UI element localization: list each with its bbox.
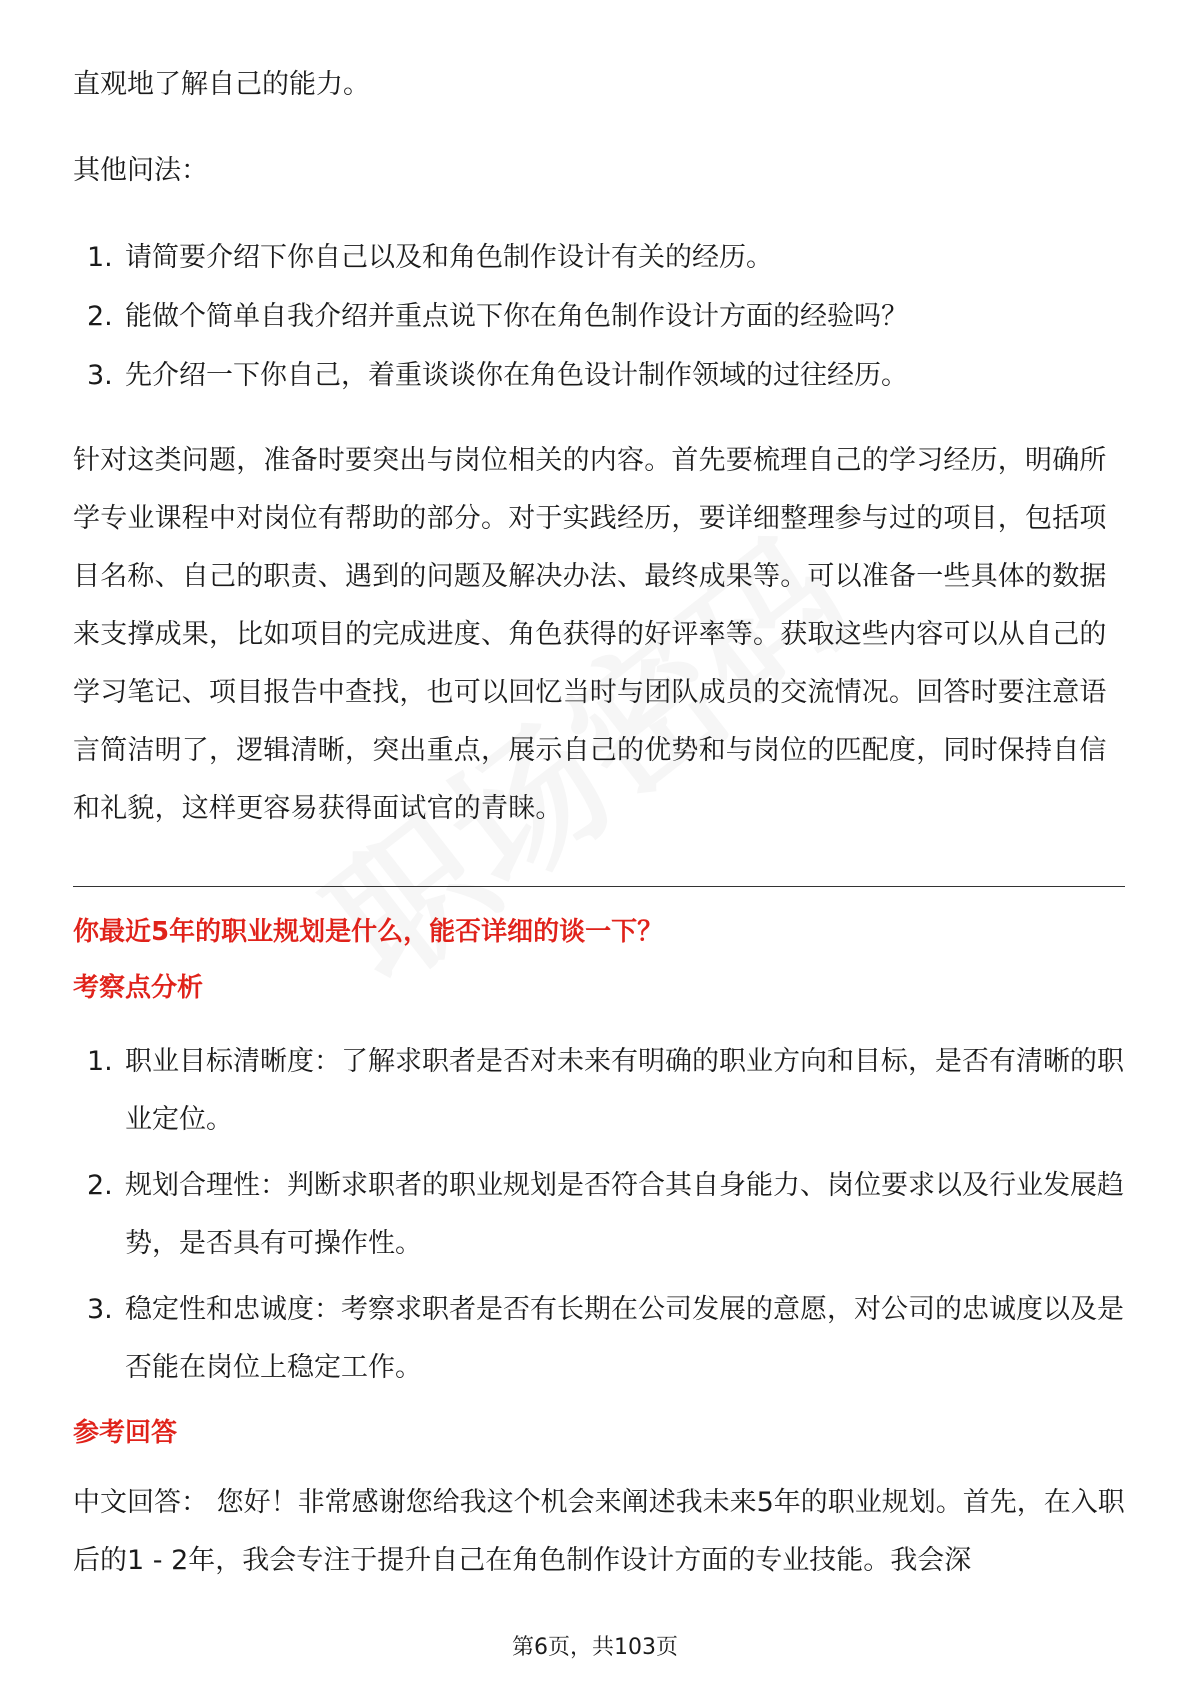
section-divider	[73, 886, 1125, 887]
analysis-title: 考察点分析	[73, 973, 204, 1003]
list-number: 3.	[87, 1294, 113, 1325]
answer-paragraph: 中文回答： 您好！非常感谢您给我这个机会来阐述我未来5年的职业规划。首先，在入职后的1 - 2年，我会专注于提升自己在角色制作设计方面的专业技能。我会深	[73, 1487, 1125, 1576]
question-title: 你最近5年的职业规划是什么，能否详细的谈一下？	[73, 917, 664, 947]
list-item	[73, 1157, 1125, 1273]
list-item	[73, 1033, 1125, 1149]
list-item-text: 请简要介绍下你自己以及和角色制作设计有关的经历。	[125, 242, 773, 273]
list-number: 3.	[87, 360, 113, 391]
list-number: 1.	[87, 242, 113, 273]
analysis-points-list	[73, 1033, 1125, 1397]
other-questions-label: 其他问法：	[73, 155, 208, 186]
reference-answer-title: 参考回答	[73, 1418, 178, 1448]
list-item-text: 能做个简单自我介绍并重点说下你在角色制作设计方面的经验吗？	[125, 301, 908, 332]
list-item	[73, 1281, 1125, 1397]
list-item-text: 职业目标清晰度：了解求职者是否对未来有明确的职业方向和目标，是否有清晰的职业定位。	[125, 1046, 1124, 1135]
list-number: 1.	[87, 1046, 113, 1077]
list-item	[73, 288, 1125, 347]
page-footer: 第6页，共103页	[512, 1635, 678, 1660]
list-number: 2.	[87, 301, 113, 332]
list-item-text: 先介绍一下你自己，着重谈谈你在角色设计制作领域的过往经历。	[125, 360, 908, 391]
list-item	[73, 229, 1125, 288]
advice-paragraph: 针对这类问题，准备时要突出与岗位相关的内容。首先要梳理自己的学习经历，明确所学专业课程中对岗位有帮助的部分。对于实践经历，要详细整理参与过的项目，包括项目名称、自己的职责、遇到的问题及解决办法、最终成果等。可以准备一些具体的数据来支撑成果，比如项目的完成进度、角色获得的好评率等。获取这些内容可以从自己的学习笔记、项目报告中查找，也可以回忆当时与团队成员的交流情况。回答时要注意语言简洁明了，逻辑清晰，突出重点，展示自己的优势和与岗位的匹配度，同时保持自信和礼貌，这样更容易获得面试官的青睐。	[73, 445, 1107, 824]
list-item-text: 稳定性和忠诚度：考察求职者是否有长期在公司发展的意愿，对公司的忠诚度以及是否能在岗位上稳定工作。	[125, 1294, 1124, 1383]
continued-text-line: 直观地了解自己的能力。	[73, 69, 370, 100]
list-number: 2.	[87, 1170, 113, 1201]
list-item	[73, 347, 1125, 406]
other-questions-list	[73, 229, 1125, 406]
list-item-text: 规划合理性：判断求职者的职业规划是否符合其自身能力、岗位要求以及行业发展趋势，是否具有可操作性。	[125, 1170, 1124, 1259]
